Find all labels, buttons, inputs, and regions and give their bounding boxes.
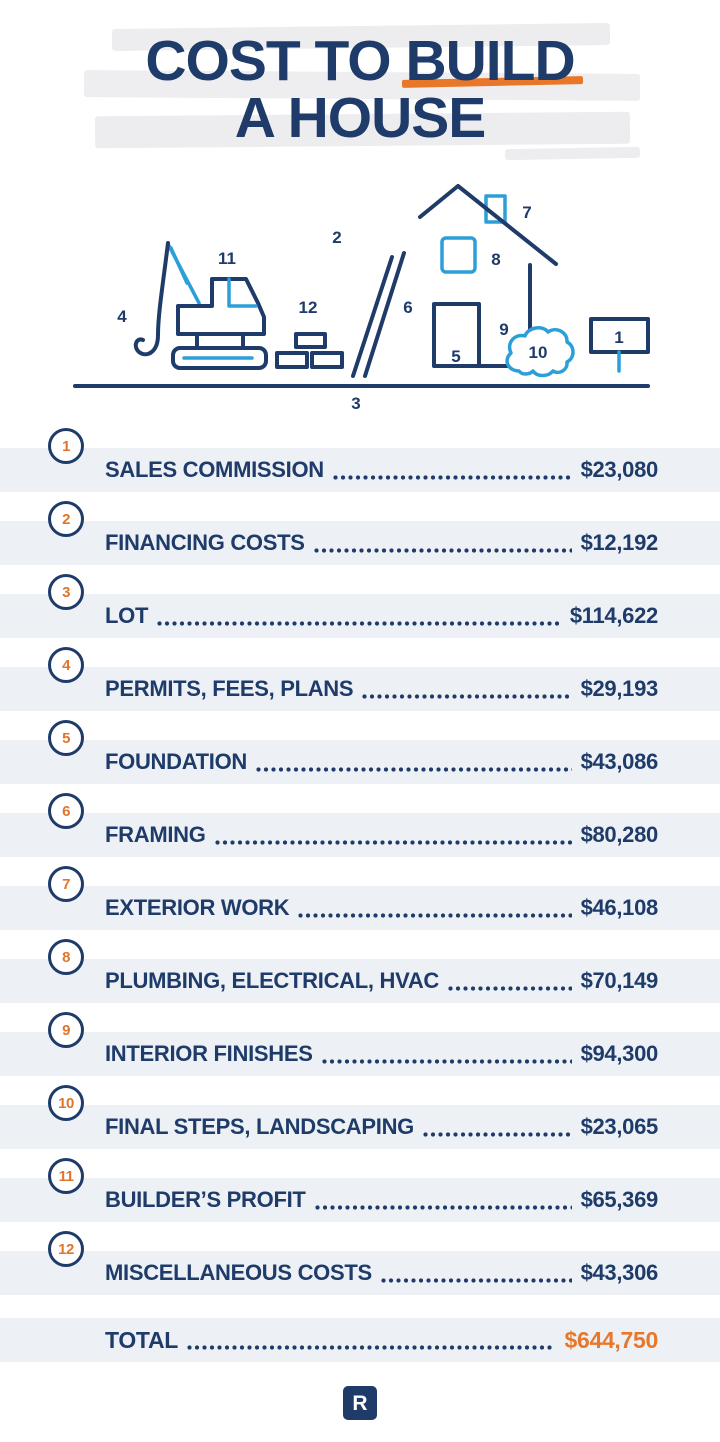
item-number-badge (48, 1085, 84, 1121)
page-title (0, 0, 720, 150)
brick (296, 334, 325, 347)
item-number: 8 (62, 948, 70, 966)
item-value: $23,080 (580, 457, 658, 482)
item-number: 9 (62, 1021, 70, 1039)
cost-item-row (0, 437, 720, 492)
item-value: $12,192 (580, 530, 658, 555)
item-number-badge (48, 1231, 84, 1267)
item-label: PLUMBING, ELECTRICAL, HVAC (105, 968, 440, 993)
item-band (0, 594, 720, 638)
item-band (0, 1251, 720, 1295)
item-label: INTERIOR FINISHES (105, 1041, 313, 1066)
illustration-label-11: 11 (218, 249, 236, 268)
item-band (0, 1105, 720, 1149)
dot-leader (322, 1059, 572, 1064)
total-row (0, 1318, 720, 1362)
illustration-label-12: 12 (298, 298, 318, 317)
brick (312, 353, 342, 367)
item-number: 2 (62, 510, 70, 528)
illustration-label-5: 5 (451, 347, 461, 366)
dot-leader (333, 475, 572, 480)
item-number: 4 (62, 656, 70, 674)
item-label: FINANCING COSTS (105, 530, 305, 555)
cost-item-row (0, 1240, 720, 1295)
item-number-badge (48, 647, 84, 683)
footer (0, 1386, 720, 1420)
ramsey-logo (343, 1386, 377, 1420)
item-band (0, 667, 720, 711)
item-number: 7 (62, 875, 70, 893)
brush-stroke (505, 147, 640, 160)
title-line1-prefix: COST TO (145, 29, 406, 93)
dot-leader (256, 767, 572, 772)
item-label: MISCELLANEOUS COSTS (105, 1260, 372, 1285)
item-band (0, 448, 720, 492)
dot-leader (157, 621, 561, 626)
item-value: $23,065 (580, 1114, 658, 1139)
item-label: BUILDER’S PROFIT (105, 1187, 306, 1212)
cost-item-row (0, 802, 720, 857)
item-number-badge (48, 866, 84, 902)
dot-leader (314, 548, 572, 553)
crane-icon (136, 243, 266, 368)
cost-item-row (0, 510, 720, 565)
crane-boom-inner (171, 248, 187, 283)
item-value: $80,280 (580, 822, 658, 847)
item-number-badge (48, 1012, 84, 1048)
cost-item-row (0, 1021, 720, 1076)
title-line2: A HOUSE (234, 86, 486, 150)
item-number-badge (48, 428, 84, 464)
item-band (0, 521, 720, 565)
cost-item-row (0, 948, 720, 1003)
item-label: EXTERIOR WORK (105, 895, 290, 920)
item-label: SALES COMMISSION (105, 457, 324, 482)
item-value: $65,369 (580, 1187, 658, 1212)
brick (277, 353, 307, 367)
ladder-icon (353, 253, 404, 376)
house-icon (420, 186, 573, 376)
dot-leader (448, 986, 572, 991)
item-number: 5 (62, 729, 70, 747)
item-band (0, 959, 720, 1003)
item-label: FRAMING (105, 822, 206, 847)
ladder-rail (365, 253, 404, 376)
cost-item-row (0, 1094, 720, 1149)
dot-leader (298, 913, 571, 918)
item-label: FINAL STEPS, LANDSCAPING (105, 1114, 414, 1139)
cost-item-row (0, 729, 720, 784)
window (442, 238, 475, 272)
item-value: $43,306 (580, 1260, 658, 1285)
crane-hook (136, 243, 168, 354)
item-number-badge (48, 574, 84, 610)
illustration-label-8: 8 (491, 250, 501, 269)
cost-item-row (0, 656, 720, 711)
item-band (0, 886, 720, 930)
item-label: PERMITS, FEES, PLANS (105, 676, 354, 701)
item-number-badge (48, 720, 84, 756)
illustration-label-4: 4 (117, 307, 127, 326)
total-value: $644,750 (564, 1326, 658, 1353)
item-value: $114,622 (569, 603, 658, 628)
item-label: LOT (105, 603, 149, 628)
illustration-label-2: 2 (332, 228, 342, 247)
item-number: 11 (58, 1167, 74, 1185)
item-number-badge (48, 793, 84, 829)
item-value: $70,149 (580, 968, 658, 993)
item-band (0, 740, 720, 784)
cost-item-row (0, 583, 720, 638)
dot-leader (215, 840, 572, 845)
item-value: $46,108 (580, 895, 658, 920)
item-number: 6 (62, 802, 70, 820)
illustration-label-10: 10 (528, 343, 548, 362)
dot-leader (381, 1278, 572, 1283)
illustration-label-7: 7 (522, 203, 532, 222)
item-number: 3 (62, 583, 70, 601)
dot-leader (187, 1345, 555, 1350)
construction-site-illustration (0, 172, 720, 424)
item-number: 10 (58, 1094, 74, 1112)
item-number-badge (48, 1158, 84, 1194)
item-value: $29,193 (580, 676, 658, 701)
illustration-label-3: 3 (351, 394, 361, 413)
dot-leader (423, 1132, 572, 1137)
cost-item-row (0, 1167, 720, 1222)
header (0, 0, 720, 172)
dot-leader (315, 1205, 572, 1210)
title-highlighted-word: BUILD (405, 29, 575, 93)
item-value: $43,086 (580, 749, 658, 774)
item-value: $94,300 (580, 1041, 658, 1066)
item-number-badge (48, 939, 84, 975)
total-band (0, 1318, 720, 1362)
item-band (0, 1032, 720, 1076)
item-number: 1 (62, 437, 70, 455)
illustration-label-9: 9 (499, 320, 509, 339)
cost-item-row (0, 875, 720, 930)
cost-breakdown-list (0, 437, 720, 1362)
total-label: TOTAL (105, 1326, 179, 1353)
item-number-badge (48, 501, 84, 537)
bricks-icon (277, 334, 342, 367)
logo-letter: R (352, 1391, 368, 1415)
item-band (0, 1178, 720, 1222)
illustration-label-1: 1 (614, 328, 624, 347)
dot-leader (362, 694, 571, 699)
illustration-label-6: 6 (403, 298, 413, 317)
item-label: FOUNDATION (105, 749, 248, 774)
item-band (0, 813, 720, 857)
item-number: 12 (58, 1240, 74, 1258)
